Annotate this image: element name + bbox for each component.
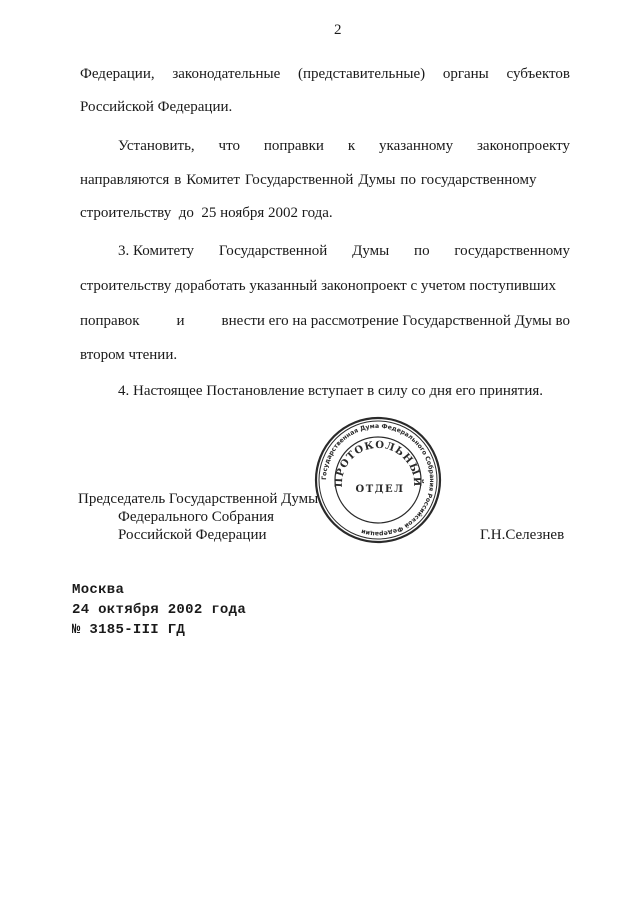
paragraph-line-9: втором чтении. <box>80 347 178 363</box>
word: поправки <box>263 138 324 154</box>
paragraph-line-6 <box>118 241 570 261</box>
word: указанному <box>379 138 454 154</box>
word: что <box>218 138 240 154</box>
word: законодательные <box>172 66 281 82</box>
word: внести его на рассмотрение Государственной Думы во <box>221 313 570 329</box>
word: Государственной <box>218 243 328 259</box>
word: законопроекту <box>477 138 570 154</box>
signatory-name: Г.Н.Селезнев <box>480 527 565 543</box>
word: субъектов <box>506 66 570 82</box>
word: Установить, <box>118 138 195 154</box>
word: государственному <box>454 243 570 259</box>
footer-city: Москва <box>72 582 125 598</box>
word: (представительные) <box>298 66 426 82</box>
footer-number: № 3185-III ГД <box>72 622 186 638</box>
paragraph-line-4: направляются в Комитет Государственной Думы по государственному <box>80 172 537 188</box>
round-seal-stamp <box>312 414 444 546</box>
signatory-title-line-3: Российской Федерации <box>118 527 267 543</box>
paragraph-line-3 <box>118 136 570 156</box>
paragraph-line-7: строительству доработать указанный законопроект с учетом поступивших <box>80 278 557 294</box>
word: Федерации, <box>80 66 155 82</box>
word: Думы <box>352 243 390 259</box>
svg-text:ПРОТОКОЛЬНЫЙ <box>334 440 424 488</box>
word: поправок <box>80 313 140 329</box>
word: по <box>414 243 430 259</box>
paragraph-line-10: 4. Настоящее Постановление вступает в силу со дня его принятия. <box>118 383 544 399</box>
paragraph-line-1 <box>80 64 570 84</box>
signatory-title-line-1: Председатель Государственной Думы <box>78 491 319 507</box>
word: к <box>347 138 356 154</box>
word: и <box>176 313 185 329</box>
stamp-center-arc-text: ПРОТОКОЛЬНЫЙ <box>333 439 423 488</box>
word: органы <box>442 66 489 82</box>
paragraph-line-8 <box>80 311 570 331</box>
footer-date: 24 октября 2002 года <box>72 602 247 618</box>
paragraph-line-5: строительству до 25 ноября 2002 года. <box>80 205 333 221</box>
page-number: 2 <box>334 22 342 38</box>
stamp-outer-text: Государственная Дума Федерального Собрания Российской Федерации <box>320 422 436 538</box>
stamp-center-text: ОТДЕЛ <box>355 484 405 495</box>
paragraph-line-2: Российской Федерации. <box>80 99 233 115</box>
signatory-title-line-2: Федерального Собрания <box>118 509 275 525</box>
word: 3. Комитету <box>118 243 195 259</box>
